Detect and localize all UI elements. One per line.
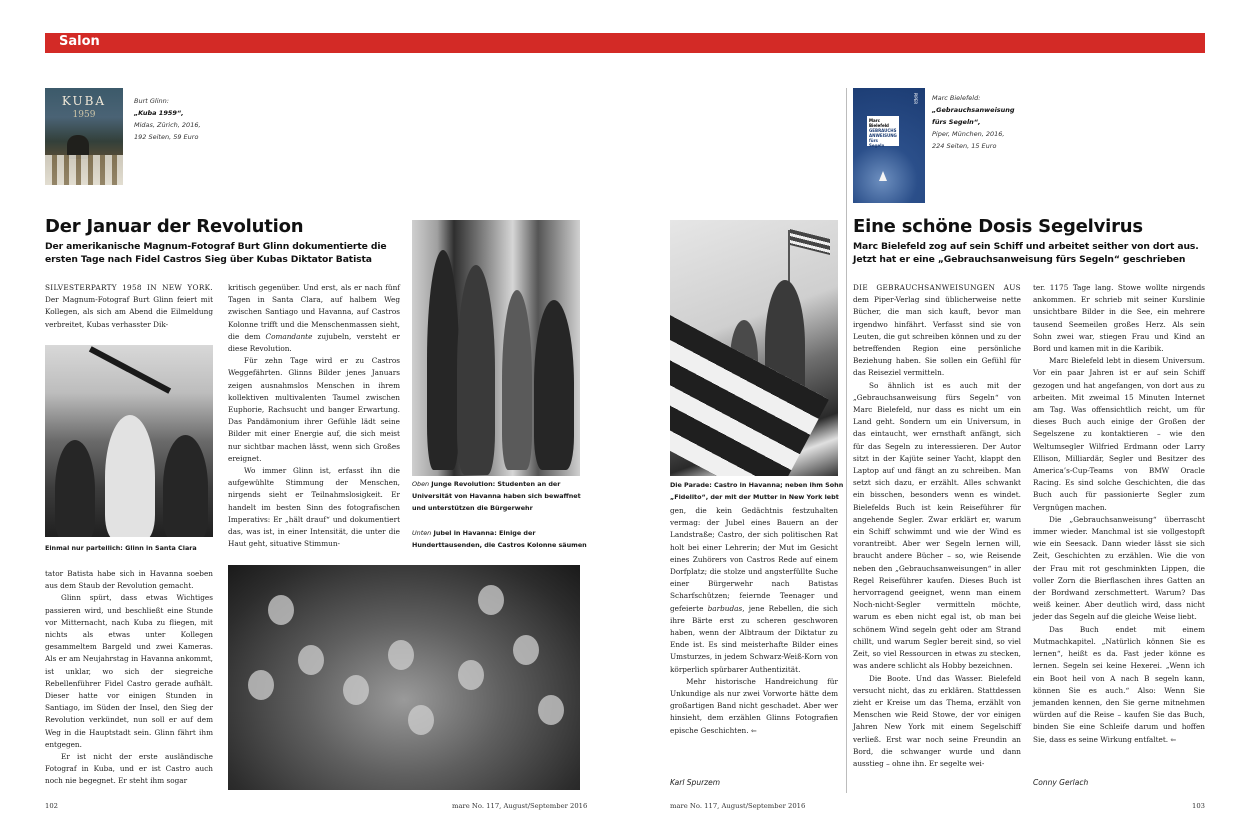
section-header-bar: [45, 33, 1205, 53]
page-number-right: 103: [1192, 802, 1205, 810]
cover-title: fürs: [869, 138, 878, 143]
caption-label: Oben: [412, 480, 430, 488]
text-run: zujubeln, versteht er diese Revolution.: [228, 331, 400, 354]
book-title: „Gebrauchsanweisung: [932, 106, 1015, 114]
text-run: Mehr historische Handreichung für Unkundige als nur zwei Vorworte hätte dem großartigen Band nicht geschadet. Aber wer hinsieht, dem erzählen Glinns Fotografien epische Geschichten.: [670, 676, 838, 735]
book-details: 224 Seiten, 15 Euro: [932, 142, 997, 150]
caption-parade: Die Parade: Castro in Havanna; neben ihm Sohn „Fidelito“, der mit der Mutter in New York lebt: [670, 481, 844, 501]
book-info-left: [134, 95, 244, 143]
photo-face: [343, 675, 369, 705]
cover-title: GEBRAUCHS: [869, 128, 897, 133]
lead-caps: DIE GEBRAUCHSANWEISUNGEN AUS: [853, 283, 1021, 292]
paragraph: Marc Bielefeld lebt in diesem Universum. Vor ein paar Jahren ist er auf sein Schiff gezogen und hat angefangen, von dort aus zu arbeiten. Mit zweimal 15 Minuten Internet am Tag. Was offensichtlich reicht, um für dieses Buch auch einige der Großen der Segelszene zu kontaktieren – wie den Weltumsegler Wilfried Erdmann oder Larry Ellison, Milliardär, Segler und Besitzer des America’s-Cup-Teams von BMW Oracle Racing. Es sind solche Geschichten, die das Buch auch für passionierte Segler zum Vergnügen machen.: [1033, 356, 1205, 512]
paragraph: tator Batista habe sich in Havanna soeben aus dem Staub der Revolution gemacht.: [45, 569, 213, 591]
photo-face: [458, 660, 484, 690]
photo-face: [408, 705, 434, 735]
book-title: „Kuba 1959“,: [134, 109, 184, 117]
paragraph: Die Boote. Und das Wasser. Bielefeld versucht nicht, das zu erklären. Stattdessen zieht er Kreise um das Thema, erzählt von Menschen wie Reid Stowe, der vor einigen Jahren New York mit einem Segelschiff verließ. Erst war noch seine Freundin an Bord, die schwanger wurde und dann ausstieg – ohne ihn. Er segelte wei-: [853, 673, 1021, 768]
book-publisher: Midas, Zürich, 2016,: [134, 121, 201, 129]
caption-unten: [412, 527, 587, 551]
paragraph: Glinn spürt, dass etwas Wichtiges passieren wird, und beschließt eine Stunde vor Mitternacht, nach Kuba zu fliegen, mit nichts als etwas unter Kollegen gesammeltem Bargeld und zwei Kameras. Als er am Neujahrstag in Havanna ankommt, ist unklar, wo sich der siegreiche Rebellenführer Fidel Castro gerade aufhält. Dieser hatte vor einigen Stunden in Santiago, im Süden der Insel, den Sieg der Revolution verkündet, nun soll er auf dem Weg in die Hauptstadt sein. Glinn fährt ihm entgegen.: [45, 593, 213, 749]
headline-right: Eine schöne Dosis Segelvirus: [853, 216, 1143, 237]
caption-label: Unten: [412, 529, 432, 537]
article-left-col1-top: [45, 282, 213, 342]
photo-figure: [502, 290, 532, 470]
photo-face: [268, 595, 294, 625]
photo-rifle: [89, 346, 171, 394]
headline-left: Der Januar der Revolution: [45, 216, 304, 237]
article-left-col3: [670, 505, 838, 765]
photo-face: [388, 640, 414, 670]
book-cover-gebrauchsanweisung-segeln: [853, 88, 925, 203]
deck-left: Der amerikanische Magnum-Fotograf Burt Glinn dokumentierte die ersten Tage nach Fidel Castros Sieg über Kubas Diktator Batista: [45, 241, 387, 265]
photo-face: [478, 585, 504, 615]
caption-text: Junge Revolution: Studenten an der Universität von Havanna haben sich bewaffnet und unterstützen die Bürgerwehr: [412, 480, 581, 512]
photo-face: [538, 695, 564, 725]
caption-oben: [412, 478, 587, 514]
paragraph: Wo immer Glinn ist, erfasst ihn die aufgewühlte Stimmung der Menschen, nirgends sieht er Teilnahmslosigkeit. Er handelt im besten Sinn des fotografischen Imperativs: Er „hält drauf“ und dokumentiert das, was ist, in einer Intensität, die unter die Haut geht, situative Stimmun-: [228, 466, 400, 549]
page-number-left: 102: [45, 802, 58, 810]
cover-publisher: PIPER: [912, 92, 918, 105]
book-author: Burt Glinn:: [134, 97, 169, 105]
emphasis: Comandante: [265, 331, 313, 341]
article-right-col1: [853, 282, 1021, 802]
cover-year: 1959: [72, 110, 96, 120]
photo-figure: [457, 265, 495, 475]
end-mark-icon: ⇐: [750, 726, 757, 735]
page-divider: [846, 88, 847, 793]
paragraph: Er ist nicht der erste ausländische Fotograf in Kuba, und er ist Castro auch noch nie begegnet. Er steht ihm sogar: [45, 752, 213, 786]
paragraph: Die „Gebrauchsanweisung“ überrascht immer wieder. Manchmal ist sie vollgestopft wie ein Seesack. Dann wieder lässt sie sich Zeit, Geschichten zu erzählen. Wie die von der Frau mit rot geschminkten Lippen, die voller Zorn die Bierflaschen ihres Gatten an der Bordwand zerschmettert. Warum? Das weiß keiner. Aber deutlich wird, dass nicht jeder das Segeln auf die gleiche Weise liebt.: [1033, 514, 1205, 622]
section-label: Salon: [59, 34, 100, 49]
photo-face: [248, 670, 274, 700]
cover-sailboat: [879, 171, 887, 181]
book-cover-kuba-1959: [45, 88, 123, 185]
book-author: Marc Bielefeld:: [932, 94, 981, 102]
text-run: Das Buch endet mit einem Mutmachkapitel. „Natürlich können Sie es lernen“, heißt es da. Fast jeder könne es lernen. Segeln sei keine Hexerei. „Wenn ich ein Boot heil von A nach B segeln kann, können Sie es auch.“ Also: Wenn Sie jemanden kennen, den Sie gerne mitnehmen würden auf die Reise – kaufen Sie das Buch, binden Sie eine Schleife darum und hoffen Sie, dass es seine Wirkung entfaltet.: [1033, 624, 1205, 744]
lead-caps: SILVESTERPARTY 1958 IN NEW YORK.: [45, 283, 213, 292]
photo-face: [513, 635, 539, 665]
photo-figure: [534, 300, 574, 470]
cover-label: [867, 116, 899, 146]
book-info-right: [932, 92, 1042, 152]
caption-glinn: Einmal nur parteilich: Glinn in Santa Clara: [45, 544, 197, 552]
photo-parade-castro: [670, 220, 838, 476]
reviewer-left: Karl Spurzem: [670, 778, 721, 787]
magazine-issue-right: mare No. 117, August/September 2016: [670, 802, 806, 810]
text-run: gen, die kein Gedächtnis festzuhalten vermag: der Jubel eines Bauern an der Landstraße; Castro, der sich politischen Rat holt bei einer Lehrerin; der Mut im Gesicht eines Zuhörers von Castros Rede auf einem Dorfplatz; die stolze und angsterfüllte Suche einer Bürgerwehr nach Batistas Scharfschützen; feiernde Teenager und gefeierte: [670, 506, 838, 613]
photo-crowd-havana: [228, 565, 580, 790]
photo-students-havana: [412, 220, 580, 476]
text-run: kritisch gegenüber. Und erst, als er nach fünf Tagen in Santa Clara, auf halbem Weg zwischen Santiago und Havanna, auf Castros Kolonne trifft und die Menschenmassen sieht, die dem: [228, 283, 400, 341]
magazine-issue-left: mare No. 117, August/September 2016: [452, 802, 588, 810]
article-left-col2: [228, 282, 400, 560]
text-run: , jene Rebellen, die sich ihre Bärte erst zu scheren geschworen haben, wenn der Albtraum der Diktatur zu Ende ist. Es sind meisterhafte Bilder eines Umsturzes, in jedem Schwarz-Weiß-Korn von körperlich spürbarer Authentizität.: [670, 603, 838, 674]
end-mark-icon: ⇐: [1170, 735, 1177, 744]
cover-table: [45, 155, 123, 185]
paragraph: ter. 1175 Tage lang. Stowe wollte nirgends ankommen. Er schrieb mit seiner Kurslinie unsichtbare Bilder in die See, ein mehrere tausend Seemeilen großes Herz. Als sein Sohn zwei war, stiegen Frau und Kind an Bord und kamen mit in die Karibik.: [1033, 283, 1205, 354]
cover-title: Segeln: [869, 143, 885, 148]
photo-pennant: [790, 229, 830, 255]
photo-figure: [427, 250, 459, 470]
photo-figure: [105, 415, 155, 537]
article-right-col2: [1033, 282, 1205, 772]
article-left-col1-bottom: [45, 568, 213, 798]
photo-glinn-santa-clara: [45, 345, 213, 537]
lead-text: Der Magnum-Fotograf Burt Glinn feiert mit Kollegen, als sich am Abend die Eilmeldung verbreitet, Kubas verhasster Dik-: [45, 295, 213, 329]
paragraph: So ähnlich ist es auch mit der „Gebrauchsanweisung fürs Segeln“ von Marc Bielefeld, nur dass es nicht um ein Land geht. Sondern um ein Universum, in das eintaucht, wer ernsthaft anfängt, sich für das Segeln zu interessieren. Der Autor sitzt in der Kajüte seiner Yacht, klappt den Laptop auf und fängt an zu schreiben. Man setzt sich dazu, er erzählt. Alles schwankt ein bisschen, besonders wenn es windet. Bielefelds Buch ist kein Reiseführer für angehende Segler. Zwar erklärt er, warum ein Schiff schwimmt und wie der Wind es vorantreibt. Aber wer Segeln lernen will, braucht andere Bücher – so, wie Reisende neben den „Gebrauchsanweisungen“ in aller Regel Reiseführer kaufen. Dieses Buch ist hervorragend geeignet, wenn man einem Noch-nicht-Segler vermitteln möchte, warum es eben nicht egal ist, ob man bei schönem Wind segeln geht oder am Strand chillt, und warum Segler bereit sind, so viel Zeit, so viel Ressourcen in etwas zu stecken, was andere schlicht als Hobby bezeichnen.: [853, 380, 1021, 671]
photo-face: [298, 645, 324, 675]
emphasis: barbudas: [707, 603, 743, 613]
deck-right: Marc Bielefeld zog auf sein Schiff und arbeitet seither von dort aus. Jetzt hat er eine „Gebrauchsanweisung fürs Segeln“ geschrieben: [853, 241, 1199, 265]
cover-title: ANWEISUNG: [869, 133, 897, 138]
book-title: fürs Segeln“,: [932, 118, 981, 126]
book-details: 192 Seiten, 59 Euro: [134, 133, 199, 141]
photo-figure: [163, 435, 208, 537]
paragraph: Für zehn Tage wird er zu Castros Weggefährten. Glinns Bilder jenes Januars zeigen ausnahmslos Menschen in ihrem kollektiven multivalenten Taumel zwischen Euphorie, Rachsucht und banger Erwartung. Das Pandämonium ihrer Gefühle lädt seine Bilder mit einer Energie auf, die sich meist nur sichtbar machen lässt, wenn sich Großes ereignet.: [228, 356, 400, 463]
cover-author: Marc Bielefeld: [869, 118, 889, 128]
book-publisher: Piper, München, 2016,: [932, 130, 1005, 138]
photo-figure: [55, 440, 95, 537]
reviewer-right: Conny Gerlach: [1033, 778, 1089, 787]
cover-title: KUBA: [61, 94, 107, 108]
caption-text: Jubel in Havanna: Einige der Hunderttausenden, die Castros Kolonne säumen: [412, 529, 587, 549]
lead-text: dem Piper-Verlag sind üblicherweise nette Bücher, die man sich kauft, bevor man irgendwo hinfährt. Verfasst sind sie von Leuten, die gut schreiben können und zu der betreffenden Region eine persönliche Beziehung haben. Sie sollen ein Gefühl für das Reiseziel vermitteln.: [853, 295, 1021, 378]
